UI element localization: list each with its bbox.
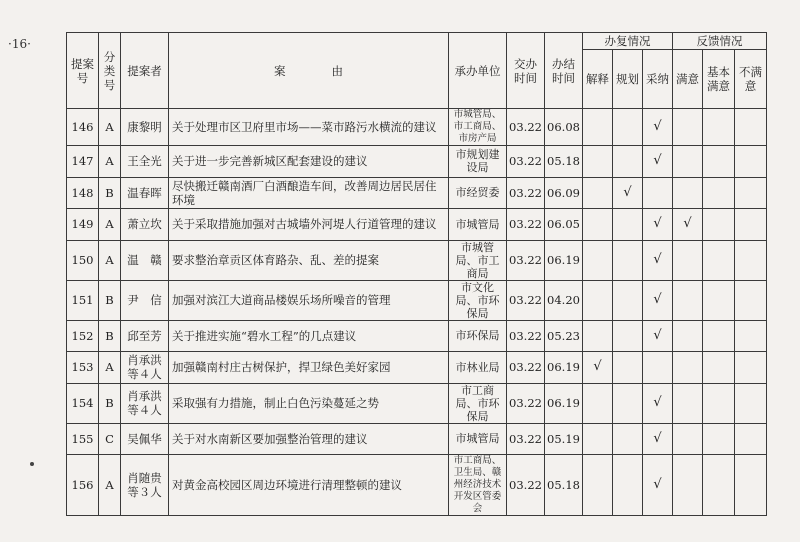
handling-unit-cell: 市规划建设局: [449, 146, 507, 178]
plan-mark: √: [613, 177, 643, 209]
page-number: ·16·: [8, 37, 31, 51]
table-row: [67, 146, 767, 178]
assigned-time-cell: 03.22: [507, 423, 545, 455]
explain-mark: [583, 240, 613, 280]
explain-mark: [583, 146, 613, 178]
adopt-mark: √: [643, 146, 673, 178]
unsatisfied-mark: [735, 383, 767, 423]
header-reply-group: 办复情况: [583, 33, 673, 50]
basic-satisfied-mark: [703, 240, 735, 280]
plan-mark: [613, 280, 643, 320]
header-subject: 案 由: [169, 33, 449, 109]
satisfied-mark: [673, 146, 703, 178]
table-row: [67, 320, 767, 352]
proposal-no-cell: 146: [67, 109, 99, 146]
category-cell: A: [99, 240, 121, 280]
completed-time-cell: 05.23: [545, 320, 583, 352]
plan-mark: [613, 320, 643, 352]
proposer-cell: 康黎明: [121, 109, 169, 146]
completed-time-cell: 06.19: [545, 383, 583, 423]
proposal-no-cell: 147: [67, 146, 99, 178]
unsatisfied-mark: [735, 146, 767, 178]
header-proposal-no: 提案号: [67, 33, 99, 109]
proposal-no-cell: 156: [67, 455, 99, 516]
basic-satisfied-mark: [703, 383, 735, 423]
page-dot: [30, 462, 34, 466]
adopt-mark: √: [643, 240, 673, 280]
completed-time-cell: 06.19: [545, 240, 583, 280]
header-basic-satisfied: 基本满意: [703, 50, 735, 109]
satisfied-mark: [673, 383, 703, 423]
proposal-no-cell: 151: [67, 280, 99, 320]
category-cell: B: [99, 280, 121, 320]
plan-mark: [613, 423, 643, 455]
satisfied-mark: [673, 280, 703, 320]
completed-time-cell: 06.08: [545, 109, 583, 146]
handling-unit-cell: 市文化局、市环保局: [449, 280, 507, 320]
unsatisfied-mark: [735, 455, 767, 516]
explain-mark: [583, 320, 613, 352]
satisfied-mark: [673, 109, 703, 146]
category-cell: A: [99, 146, 121, 178]
handling-unit-cell: 市工商局、市环保局: [449, 383, 507, 423]
basic-satisfied-mark: [703, 209, 735, 241]
explain-mark: √: [583, 352, 613, 384]
plan-mark: [613, 240, 643, 280]
header-satisfied: 满意: [673, 50, 703, 109]
proposal-no-cell: 150: [67, 240, 99, 280]
basic-satisfied-mark: [703, 177, 735, 209]
proposer-cell: 肖承洪等４人: [121, 383, 169, 423]
proposer-cell: 尹 信: [121, 280, 169, 320]
header-adopt: 采纳: [643, 50, 673, 109]
proposer-cell: 吴佩华: [121, 423, 169, 455]
adopt-mark: √: [643, 455, 673, 516]
header-assigned-time: 交办时间: [507, 33, 545, 109]
basic-satisfied-mark: [703, 109, 735, 146]
proposal-no-cell: 154: [67, 383, 99, 423]
subject-cell: 关于采取措施加强对古城墙外河堤人行道管理的建议: [169, 209, 449, 241]
category-cell: B: [99, 383, 121, 423]
unsatisfied-mark: [735, 352, 767, 384]
category-cell: B: [99, 177, 121, 209]
proposal-no-cell: 155: [67, 423, 99, 455]
adopt-mark: √: [643, 320, 673, 352]
handling-unit-cell: 市城管局: [449, 423, 507, 455]
proposal-table: [66, 32, 767, 516]
plan-mark: [613, 352, 643, 384]
satisfied-mark: [673, 455, 703, 516]
header-handling-unit: 承办单位: [449, 33, 507, 109]
completed-time-cell: 05.18: [545, 146, 583, 178]
header-plan: 规划: [613, 50, 643, 109]
unsatisfied-mark: [735, 177, 767, 209]
subject-cell: 关于对水南新区要加强整治管理的建议: [169, 423, 449, 455]
unsatisfied-mark: [735, 423, 767, 455]
subject-cell: 加强赣南村庄古树保护，捍卫绿色美好家园: [169, 352, 449, 384]
adopt-mark: √: [643, 209, 673, 241]
adopt-mark: √: [643, 109, 673, 146]
basic-satisfied-mark: [703, 146, 735, 178]
subject-cell: 关于推进实施“碧水工程”的几点建议: [169, 320, 449, 352]
unsatisfied-mark: [735, 109, 767, 146]
assigned-time-cell: 03.22: [507, 177, 545, 209]
table-row: [67, 352, 767, 384]
category-cell: A: [99, 109, 121, 146]
proposer-cell: 王全光: [121, 146, 169, 178]
plan-mark: [613, 146, 643, 178]
unsatisfied-mark: [735, 320, 767, 352]
table-row: [67, 240, 767, 280]
assigned-time-cell: 03.22: [507, 146, 545, 178]
handling-unit-cell: 市经贸委: [449, 177, 507, 209]
basic-satisfied-mark: [703, 423, 735, 455]
header-proposer: 提案者: [121, 33, 169, 109]
explain-mark: [583, 109, 613, 146]
proposal-no-cell: 153: [67, 352, 99, 384]
adopt-mark: √: [643, 423, 673, 455]
proposer-cell: 邱至芳: [121, 320, 169, 352]
assigned-time-cell: 03.22: [507, 383, 545, 423]
proposer-cell: 温 赣: [121, 240, 169, 280]
header-explain: 解释: [583, 50, 613, 109]
basic-satisfied-mark: [703, 320, 735, 352]
subject-cell: 尽快搬迁赣南酒厂白酒酿造车间，改善周边居民居住环境: [169, 177, 449, 209]
subject-cell: 关于进一步完善新城区配套建设的建议: [169, 146, 449, 178]
adopt-mark: [643, 177, 673, 209]
table-row: [67, 423, 767, 455]
plan-mark: [613, 109, 643, 146]
header-completed-time: 办结时间: [545, 33, 583, 109]
satisfied-mark: [673, 423, 703, 455]
table-row: [67, 209, 767, 241]
proposer-cell: 温春晖: [121, 177, 169, 209]
explain-mark: [583, 177, 613, 209]
assigned-time-cell: 03.22: [507, 455, 545, 516]
proposal-no-cell: 148: [67, 177, 99, 209]
header-feedback-group: 反馈情况: [673, 33, 767, 50]
table-row: [67, 455, 767, 516]
handling-unit-cell: 市林业局: [449, 352, 507, 384]
assigned-time-cell: 03.22: [507, 209, 545, 241]
handling-unit-cell: 市环保局: [449, 320, 507, 352]
completed-time-cell: 06.19: [545, 352, 583, 384]
satisfied-mark: [673, 320, 703, 352]
proposer-cell: 萧立坎: [121, 209, 169, 241]
subject-cell: 要求整治章贡区体育路杂、乱、差的提案: [169, 240, 449, 280]
completed-time-cell: 04.20: [545, 280, 583, 320]
table-row: [67, 280, 767, 320]
assigned-time-cell: 03.22: [507, 352, 545, 384]
proposer-cell: 肖随贵等３人: [121, 455, 169, 516]
unsatisfied-mark: [735, 240, 767, 280]
explain-mark: [583, 383, 613, 423]
handling-unit-cell: 市城管局、市工商局、市房产局: [449, 109, 507, 146]
proposal-no-cell: 152: [67, 320, 99, 352]
assigned-time-cell: 03.22: [507, 320, 545, 352]
basic-satisfied-mark: [703, 280, 735, 320]
explain-mark: [583, 209, 613, 241]
satisfied-mark: [673, 177, 703, 209]
plan-mark: [613, 209, 643, 241]
basic-satisfied-mark: [703, 455, 735, 516]
handling-unit-cell: 市城管局: [449, 209, 507, 241]
unsatisfied-mark: [735, 209, 767, 241]
satisfied-mark: √: [673, 209, 703, 241]
assigned-time-cell: 03.22: [507, 109, 545, 146]
assigned-time-cell: 03.22: [507, 280, 545, 320]
assigned-time-cell: 03.22: [507, 240, 545, 280]
unsatisfied-mark: [735, 280, 767, 320]
handling-unit-cell: 市工商局、卫生局、赣州经济技术开发区管委会: [449, 455, 507, 516]
satisfied-mark: [673, 352, 703, 384]
adopt-mark: √: [643, 383, 673, 423]
handling-unit-cell: 市城管局、市工商局: [449, 240, 507, 280]
category-cell: C: [99, 423, 121, 455]
completed-time-cell: 06.05: [545, 209, 583, 241]
header-unsatisfied: 不满意: [735, 50, 767, 109]
explain-mark: [583, 455, 613, 516]
plan-mark: [613, 383, 643, 423]
adopt-mark: [643, 352, 673, 384]
completed-time-cell: 05.19: [545, 423, 583, 455]
table-row: [67, 177, 767, 209]
plan-mark: [613, 455, 643, 516]
basic-satisfied-mark: [703, 352, 735, 384]
subject-cell: 关于处理市区卫府里市场——菜市路污水横流的建议: [169, 109, 449, 146]
category-cell: A: [99, 209, 121, 241]
category-cell: A: [99, 455, 121, 516]
category-cell: A: [99, 352, 121, 384]
header-category: 分类号: [99, 33, 121, 109]
completed-time-cell: 06.09: [545, 177, 583, 209]
adopt-mark: √: [643, 280, 673, 320]
subject-cell: 对黄金高校园区周边环境进行清理整顿的建议: [169, 455, 449, 516]
table-row: [67, 109, 767, 146]
table-row: [67, 383, 767, 423]
subject-cell: 加强对滨江大道商品楼娱乐场所噪音的管理: [169, 280, 449, 320]
completed-time-cell: 05.18: [545, 455, 583, 516]
proposer-cell: 肖承洪等４人: [121, 352, 169, 384]
proposal-no-cell: 149: [67, 209, 99, 241]
explain-mark: [583, 280, 613, 320]
satisfied-mark: [673, 240, 703, 280]
category-cell: B: [99, 320, 121, 352]
subject-cell: 采取强有力措施，制止白色污染蔓延之势: [169, 383, 449, 423]
explain-mark: [583, 423, 613, 455]
